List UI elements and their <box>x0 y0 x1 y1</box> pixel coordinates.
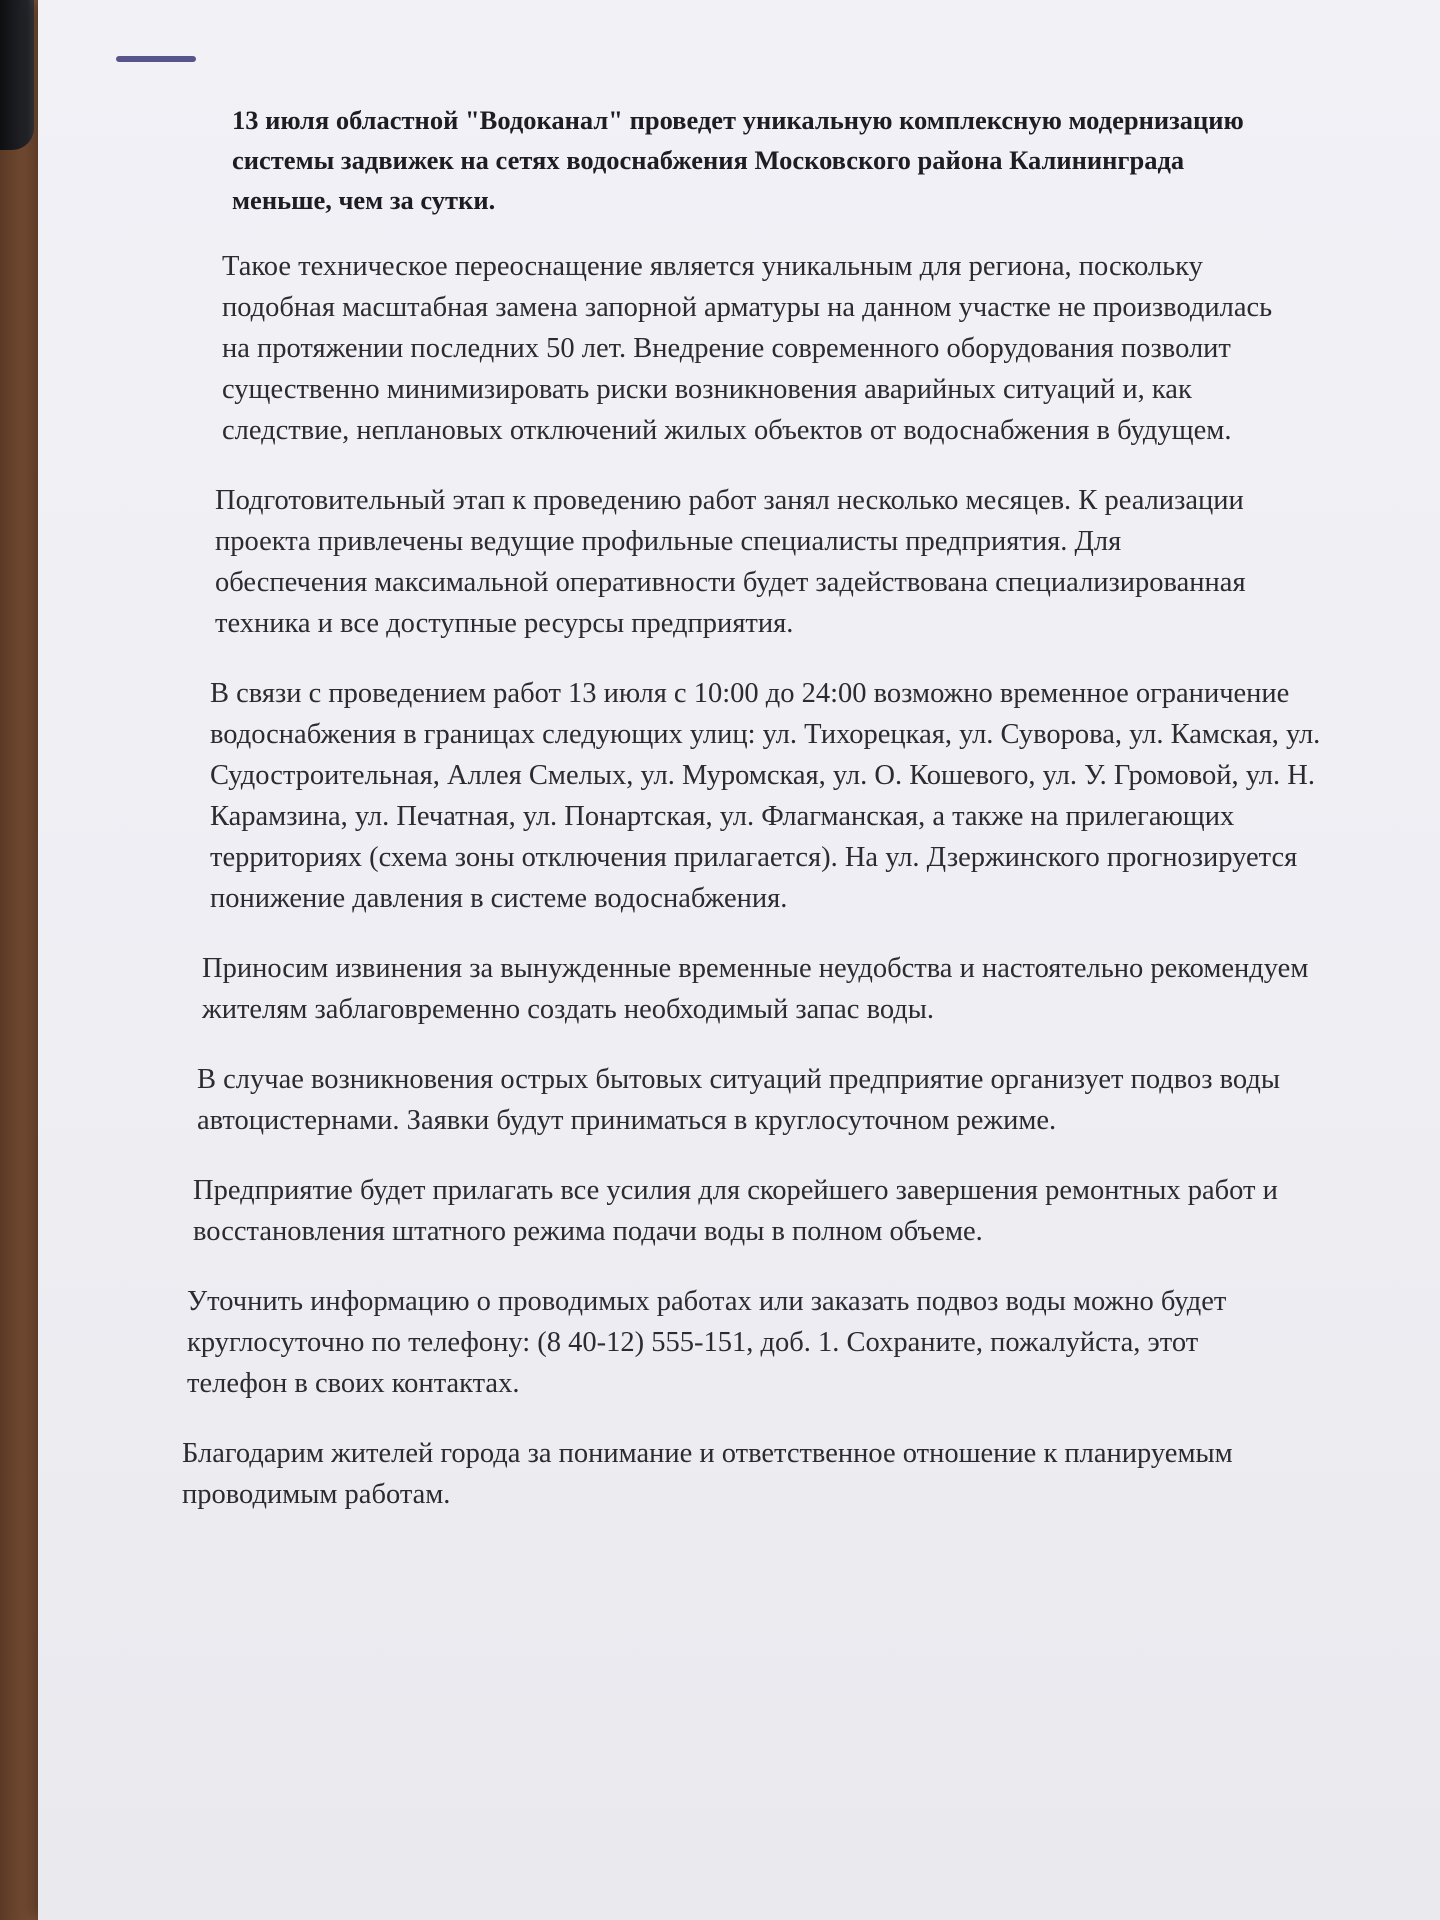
paragraph-preparation: Подготовительный этап к проведению работ занял несколько месяцев. К реализации проекта привлечены ведущие профильные специалисты предприятия. Для обеспечения максимальной оперативности будет задействована специализированная техника и все доступные ресурсы предприятия. <box>215 485 1246 639</box>
document-body <box>160 100 1340 1544</box>
paragraph-thanks: Благодарим жителей города за понимание и ответственное отношение к планируемым проводимым работам. <box>182 1438 1233 1510</box>
dark-object-corner <box>0 0 34 150</box>
headline: 13 июля областной "Водоканал" проведет уникальную комплексную модернизацию системы задвижек на сетях водоснабжения Московского района Калининграда меньше, чем за сутки. <box>232 105 1244 215</box>
paragraph-affected-streets: В связи с проведением работ 13 июля с 10:00 до 24:00 возможно временное ограничение водоснабжения в границах следующих улиц: ул. Тихорецкая, ул. Суворова, ул. Камская, ул. Судостроительная, Аллея Смелых, ул. Муромская, ул. О. Кошевого, ул. У. Громовой, ул. Н. Карамзина, ул. Печатная, ул. Понартская, ул. Флагманская, а также на прилегающих территориях (схема зоны отключения прилагается). На ул. Дзержинского прогнозируется понижение давления в системе водоснабжения. <box>210 678 1321 914</box>
paragraph-apology: Приносим извинения за вынужденные временные неудобства и настоятельно рекомендуем жителям заблаговременно создать необходимый запас воды. <box>202 953 1309 1025</box>
paragraph-completion: Предприятие будет прилагать все усилия для скорейшего завершения ремонтных работ и восстановления штатного режима подачи воды в полном объеме. <box>193 1175 1278 1247</box>
paragraph-upgrade-significance: Такое техническое переоснащение является уникальным для региона, поскольку подобная масштабная замена запорной арматуры на данном участке не производилась на протяжении последних 50 лет. Внедрение современного оборудования позволит существенно минимизировать риски возникновения аварийных ситуаций и, как следствие, неплановых отключений жилых объектов от водоснабжения в будущем. <box>222 251 1273 446</box>
paragraph-contact-phone: Уточнить информацию о проводимых работах или заказать подвоз воды можно будет круглосуточно по телефону: (8 40-12) 555-151, доб. 1. Сохраните, пожалуйста, этот телефон в своих контактах. <box>187 1286 1227 1399</box>
pen-mark <box>116 56 196 62</box>
paragraph-water-delivery: В случае возникновения острых бытовых ситуаций предприятие организует подвоз воды автоцистернами. Заявки будут приниматься в круглосуточном режиме. <box>197 1064 1280 1136</box>
